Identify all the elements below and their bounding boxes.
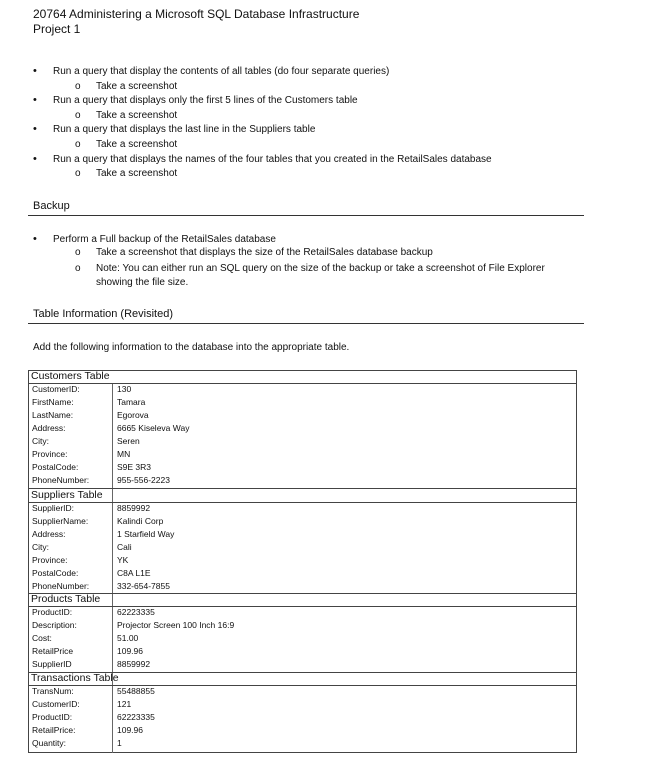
table-title-divider [28,383,577,384]
sub-bullet-text: showing the file size. [96,277,189,288]
suppliers-table-title: Suppliers Table [31,489,103,501]
field-value: Egorova [117,410,149,420]
field-value: 55488855 [117,686,155,696]
field-value: 8859992 [117,659,151,669]
backup-heading: Backup [33,200,70,212]
field-value: S9E 3R3 [117,462,152,472]
table-info-heading: Table Information (Revisited) [33,308,174,320]
field-label: TransNum: [32,686,74,696]
document-title: 20764 Administering a Microsoft SQL Database Infrastructure [33,7,360,21]
field-value: YK [117,555,129,565]
products-table-title: Products Table [31,593,101,605]
sub-bullet-text: Take a screenshot [96,139,178,150]
field-value: C8A L1E [117,568,151,578]
sub-bullet-text: Note: You can either run an SQL query on the size of the backup or take a screenshot of File Explorer [96,263,545,274]
field-label: LastName: [32,410,74,420]
bullet-text: Run a query that displays only the first 5 lines of the Customers table [53,95,358,106]
bullet-text: Run a query that displays the last line in the Suppliers table [53,124,316,135]
field-value: 1 [117,738,122,748]
field-value: 130 [117,384,132,394]
field-value: Cali [117,542,132,552]
field-label: SupplierName: [32,516,89,526]
bullet-marker: • [33,153,37,165]
field-value: 8859992 [117,503,151,513]
field-label: PhoneNumber: [32,475,90,485]
field-value: 955-556-2223 [117,475,170,485]
field-label: RetailPrice: [32,725,76,735]
field-label: Description: [32,620,77,630]
sub-bullet-marker: o [75,139,81,150]
field-label: ProductID: [32,607,73,617]
transactions-table-title: Transactions Table [31,672,119,684]
data-table [28,370,577,753]
bullet-marker: • [33,233,37,245]
sub-bullet-marker: o [75,110,81,121]
field-label: SupplierID [32,659,72,669]
sub-bullet-marker: o [75,263,81,274]
sub-bullet-text: Take a screenshot [96,81,178,92]
bullet-text: Perform a Full backup of the RetailSales database [53,234,276,245]
field-value: 332-654-7855 [117,581,170,591]
field-label: Province: [32,449,68,459]
field-value: 62223335 [117,712,155,722]
field-label: PhoneNumber: [32,581,90,591]
field-value: 6665 Kiseleva Way [117,423,190,433]
field-label: Province: [32,555,68,565]
field-label: RetailPrice [32,646,74,656]
field-label: PostalCode: [32,462,79,472]
field-label: PostalCode: [32,568,79,578]
field-value: MN [117,449,131,459]
sub-bullet-text: Take a screenshot [96,110,178,121]
field-value: 51.00 [117,633,139,643]
field-label: Cost: [32,633,52,643]
field-value: 1 Starfield Way [117,529,175,539]
field-value: 109.96 [117,646,143,656]
field-value: 62223335 [117,607,155,617]
customers-table-title: Customers Table [31,370,110,382]
table-section-divider [28,488,577,489]
bullet-text: Run a query that display the contents of all tables (do four separate queries) [53,66,390,77]
field-label: Address: [32,423,66,433]
field-label: City: [32,542,49,552]
sub-bullet-text: Take a screenshot [96,168,178,179]
field-label: Quantity: [32,738,67,748]
field-label: FirstName: [32,397,74,407]
bullet-marker: • [33,123,37,135]
field-label: ProductID: [32,712,73,722]
field-label: CustomerID: [32,699,80,709]
instruction-text: Add the following information to the database into the appropriate table. [33,342,350,353]
sub-bullet-marker: o [75,247,81,258]
field-value: Tamara [117,397,146,407]
field-value: 109.96 [117,725,143,735]
table-title-divider [28,685,577,686]
document-subtitle: Project 1 [33,22,81,36]
field-label: SupplierID: [32,503,75,513]
field-label: Address: [32,529,66,539]
bullet-marker: • [33,65,37,77]
field-value: 121 [117,699,132,709]
field-label: City: [32,436,49,446]
field-value: Kalindi Corp [117,516,164,526]
field-value: Seren [117,436,140,446]
bullet-text: Run a query that displays the names of the four tables that you created in the RetailSales database [53,154,492,165]
bullet-marker: • [33,94,37,106]
section-divider [28,323,584,324]
sub-bullet-marker: o [75,168,81,179]
sub-bullet-marker: o [75,81,81,92]
section-divider [28,215,584,216]
sub-bullet-text: Take a screenshot that displays the size of the RetailSales database backup [96,247,433,258]
table-title-divider [28,502,577,503]
column-divider [112,383,113,753]
table-title-divider [28,606,577,607]
field-value: Projector Screen 100 Inch 16:9 [117,620,235,630]
field-label: CustomerID: [32,384,80,394]
table-section-divider [28,593,577,594]
